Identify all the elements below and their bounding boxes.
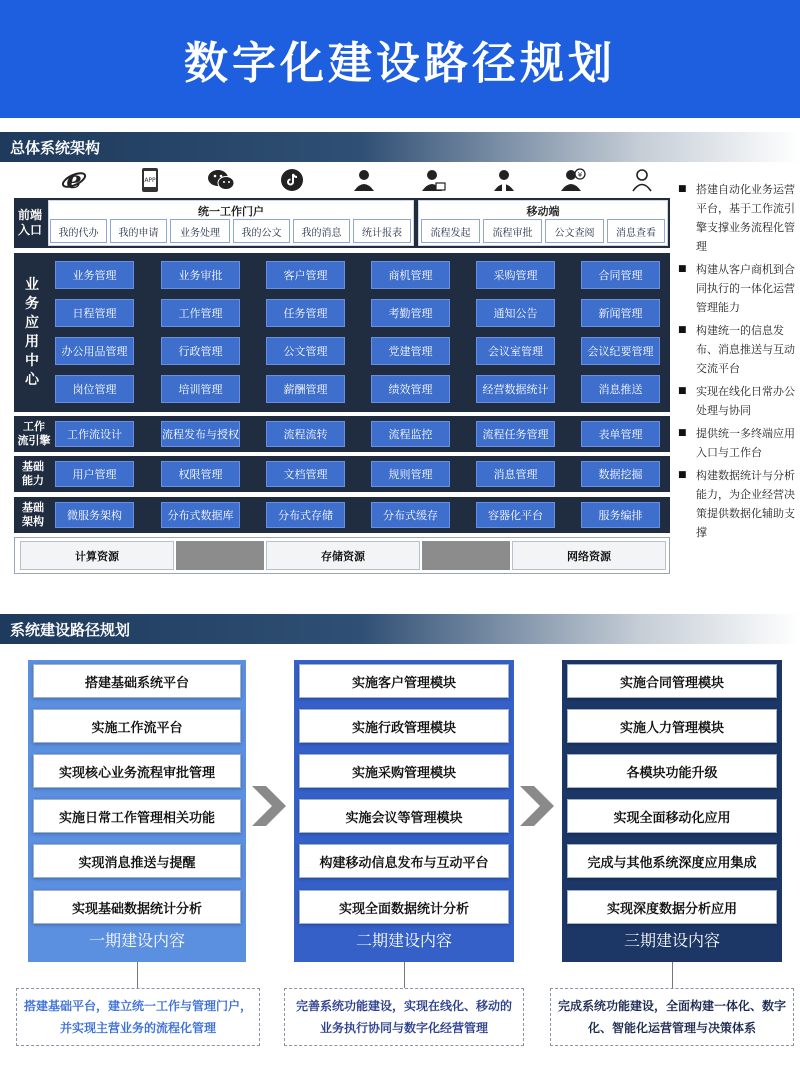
business-item[interactable]: 日程管理 <box>55 299 134 327</box>
phase-1-item: 实现核心业务流程审批管理 <box>33 754 241 788</box>
page-title: 数字化建设路径规划 <box>184 38 616 89</box>
phase-1-item: 实施工作流平台 <box>33 709 241 743</box>
connector-line <box>404 962 405 988</box>
phase-1-item: 搭建基础系统平台 <box>33 664 241 698</box>
phase-3-panel <box>562 660 782 962</box>
business-item[interactable]: 新闻管理 <box>581 299 660 327</box>
business-item[interactable]: 党建管理 <box>371 337 450 365</box>
frontend-label: 前端 入口 <box>17 208 42 237</box>
business-item[interactable]: 办公用品管理 <box>55 337 134 365</box>
business-item[interactable]: 业务管理 <box>55 261 134 289</box>
capability-item[interactable]: 文档管理 <box>266 461 345 487</box>
mobile-title: 移动端 <box>526 205 560 218</box>
portal-item-reports[interactable]: 统计报表 <box>353 219 411 243</box>
phase-3-item: 实施合同管理模块 <box>567 664 777 698</box>
mobile-item-start-flow[interactable]: 流程发起 <box>421 219 480 243</box>
workflow-item[interactable]: 流程发布与授权 <box>161 421 240 447</box>
arrow-right-icon <box>520 786 554 826</box>
workflow-item[interactable]: 流程监控 <box>371 421 450 447</box>
tiktok-icon <box>278 166 306 194</box>
business-item[interactable]: 通知公告 <box>476 299 555 327</box>
phase-3-summary: 完成系统功能建设，全面构建一体化、数字化、智能化运营管理与决策体系 <box>550 988 794 1046</box>
bullet-item: ■ 构建统一的信息发布、消息推送与互动交流平台 <box>674 321 800 378</box>
portal-item-my-applications[interactable]: 我的申请 <box>110 219 167 243</box>
workflow-item[interactable]: 流程流转 <box>266 421 345 447</box>
mobile-item-view-docs[interactable]: 公文查阅 <box>545 219 604 243</box>
resource-storage: 存储资源 <box>266 541 420 570</box>
portal-item-todo[interactable]: 我的代办 <box>50 219 107 243</box>
bullet-item: ■ 实现在线化日常办公处理与协同 <box>674 382 800 420</box>
arch-item[interactable]: 服务编排 <box>581 502 660 528</box>
title-banner <box>0 0 800 118</box>
wechat-icon <box>207 166 235 194</box>
business-item[interactable]: 会议纪要管理 <box>581 337 660 365</box>
business-item[interactable]: 业务审批 <box>161 261 240 289</box>
phase-3-item: 实现全面移动化应用 <box>567 799 777 833</box>
section-title: 总体系统架构 <box>10 139 101 157</box>
capability-item[interactable]: 规则管理 <box>371 461 450 487</box>
mobile-item-approve-flow[interactable]: 流程审批 <box>483 219 542 243</box>
bullet-item: ■ 提供统一多终端应用入口与工作台 <box>674 424 800 462</box>
phase-2-item: 实现全面数据统计分析 <box>299 890 509 924</box>
phase-1-item: 实现消息推送与提醒 <box>33 844 241 878</box>
business-item[interactable]: 工作管理 <box>161 299 240 327</box>
resource-network: 网络资源 <box>512 541 666 570</box>
basic-arch-label: 基础 架构 <box>22 501 44 528</box>
phase-3-item: 完成与其他系统深度应用集成 <box>567 844 777 878</box>
connector-line <box>137 962 138 988</box>
workflow-item[interactable]: 工作流设计 <box>55 421 134 447</box>
svg-text:¥: ¥ <box>577 171 583 179</box>
arch-item[interactable]: 分布式存储 <box>266 502 345 528</box>
business-item[interactable]: 绩效管理 <box>371 375 450 403</box>
business-item[interactable]: 任务管理 <box>266 299 345 327</box>
phase-3-item: 各模块功能升级 <box>567 754 777 788</box>
portal-item-documents[interactable]: 我的公文 <box>233 219 290 243</box>
phase-2-item: 实施行政管理模块 <box>299 709 509 743</box>
phase-1-item: 实施日常工作管理相关功能 <box>33 799 241 833</box>
bullet-item: ■ 搭建自动化业务运营平台，基于工作流引擎支撑业务流程化管理 <box>674 180 800 256</box>
section-title: 系统建设路径规划 <box>10 621 131 639</box>
workflow-item[interactable]: 流程任务管理 <box>476 421 555 447</box>
arch-item[interactable]: 容器化平台 <box>476 502 555 528</box>
app-icon <box>136 166 164 194</box>
business-item[interactable]: 薪酬管理 <box>266 375 345 403</box>
portal-item-messages[interactable]: 我的消息 <box>293 219 350 243</box>
capability-item[interactable]: 用户管理 <box>55 461 134 487</box>
arrow-right-icon <box>252 786 286 826</box>
business-item[interactable]: 岗位管理 <box>55 375 134 403</box>
bullet-item: ■ 构建数据统计与分析能力，为企业经营决策提供数据化辅助支撑 <box>674 466 800 542</box>
phase-2-item: 实施采购管理模块 <box>299 754 509 788</box>
basic-capability-label: 基础 能力 <box>22 460 44 487</box>
business-item[interactable]: 合同管理 <box>581 261 660 289</box>
user-outline-icon <box>628 166 656 194</box>
ie-icon <box>60 166 88 194</box>
portal-title: 统一工作门户 <box>198 205 264 218</box>
business-item[interactable]: 考勤管理 <box>371 299 450 327</box>
portal-item-business[interactable]: 业务处理 <box>170 219 230 243</box>
business-item[interactable]: 行政管理 <box>161 337 240 365</box>
phase-3-item: 实施人力管理模块 <box>567 709 777 743</box>
phase-3-item: 实现深度数据分析应用 <box>567 890 777 924</box>
capability-item[interactable]: 消息管理 <box>476 461 555 487</box>
workflow-label: 工作 流引擎 <box>17 420 51 447</box>
resource-compute: 计算资源 <box>20 541 174 570</box>
capability-item[interactable]: 权限管理 <box>161 461 240 487</box>
mobile-item-view-messages[interactable]: 消息查看 <box>607 219 665 243</box>
phase-2-panel <box>294 660 514 962</box>
phase-2-label: 二期建设内容 <box>355 931 452 950</box>
resource-gap <box>422 541 510 570</box>
phase-1-item: 实现基础数据统计分析 <box>33 890 241 924</box>
capability-item[interactable]: 数据挖掘 <box>581 461 660 487</box>
svg-text:APP: APP <box>144 177 156 184</box>
connector-line <box>672 962 673 988</box>
phase-1-summary: 搭建基础平台，建立统一工作与管理门户，并实现主营业务的流程化管理 <box>16 988 260 1046</box>
arch-item[interactable]: 分布式数据库 <box>161 502 240 528</box>
section-header-architecture <box>0 132 800 162</box>
user-card-icon <box>420 166 448 194</box>
phase-2-item: 构建移动信息发布与互动平台 <box>299 844 509 878</box>
business-item[interactable]: 培训管理 <box>161 375 240 403</box>
resource-gap <box>176 541 264 570</box>
phase-1-panel <box>28 660 246 962</box>
workflow-item[interactable]: 表单管理 <box>581 421 660 447</box>
business-item[interactable]: 消息推送 <box>581 375 660 403</box>
user-money-icon <box>560 166 588 194</box>
business-item[interactable]: 会议室管理 <box>476 337 555 365</box>
section-header-roadmap <box>0 614 800 644</box>
terminal-icon-row <box>60 166 672 196</box>
bullet-item: ■ 构建从客户商机到合同执行的一体化运营管理能力 <box>674 260 800 317</box>
business-item[interactable]: 商机管理 <box>371 261 450 289</box>
business-item[interactable]: 采购管理 <box>476 261 555 289</box>
phase-3-label: 三期建设内容 <box>623 931 720 950</box>
arch-item[interactable]: 微服务架构 <box>55 502 134 528</box>
arch-item[interactable]: 分布式缓存 <box>371 502 450 528</box>
business-label: 业 务 应 用 中 心 <box>25 276 39 388</box>
phase-2-item: 实施会议等管理模块 <box>299 799 509 833</box>
business-item[interactable]: 经营数据统计 <box>476 375 555 403</box>
feature-bullet-list <box>674 180 800 546</box>
phase-2-item: 实施客户管理模块 <box>299 664 509 698</box>
business-item[interactable]: 客户管理 <box>266 261 345 289</box>
user-icon-2 <box>490 166 518 194</box>
business-item[interactable]: 公文管理 <box>266 337 345 365</box>
user-icon <box>350 166 378 194</box>
svg-text:e: e <box>66 167 82 193</box>
phase-1-label: 一期建设内容 <box>88 931 185 950</box>
phase-2-summary: 完善系统功能建设，实现在线化、移动的业务执行协同与数字化经营管理 <box>284 988 524 1046</box>
